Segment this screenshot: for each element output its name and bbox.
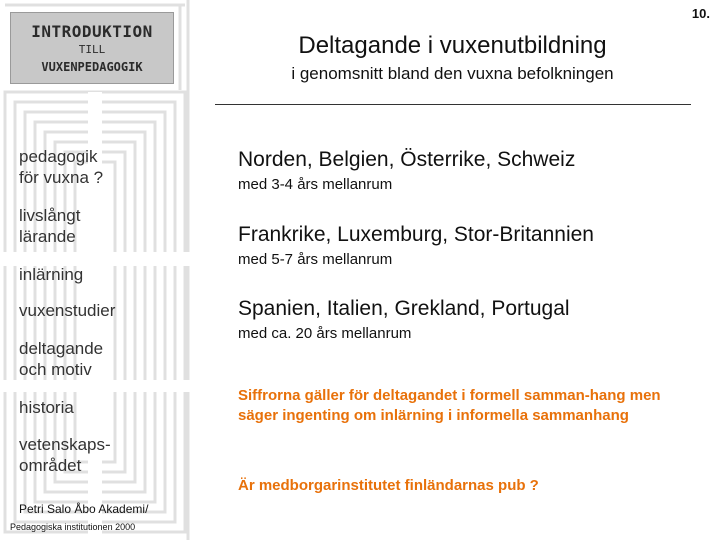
country-list: Spanien, Italien, Grekland, Portugal [238,297,570,320]
sidebar-item-vuxenstudier[interactable]: vuxenstudier [19,301,116,320]
sidebar-item-deltagande[interactable]: deltagande och motiv [19,339,104,379]
country-group [238,148,575,193]
country-group [238,223,594,268]
sidebar-item-pedagogik[interactable]: pedagogik för vuxna ? [19,147,104,187]
question-text: Är medborgarinstitutet finländarnas pub ? [238,477,539,494]
sidebar-item-inlarning[interactable]: inlärning [19,265,84,284]
course-title-line3: VUXENPEDAGOGIK [41,60,143,74]
interval-text: med 5-7 års mellanrum [238,251,393,268]
course-title-line2: TILL [78,43,106,56]
interval-text: med 3-4 års mellanrum [238,176,393,193]
sidebar-item-vetenskap[interactable]: vetenskaps- området [19,435,111,475]
slide-heading [215,0,690,84]
slide-title: Deltagande i vuxenutbildning [298,32,607,59]
title-divider [215,104,691,105]
slide-subtitle: i genomsnitt bland den vuxna befolkningen [291,64,614,83]
country-group [238,297,570,342]
page-number: 10. [691,6,710,21]
country-list: Frankrike, Luxemburg, Stor-Britannien [238,223,594,246]
course-title-line1: INTRODUKTION [31,22,153,41]
course-title-box [10,12,174,84]
footer-author: Petri Salo Åbo Akademi/ [19,502,149,516]
interval-text: med ca. 20 års mellanrum [238,325,412,342]
footer-institution: Pedagogiska institutionen 2000 [10,522,136,532]
country-list: Norden, Belgien, Österrike, Schweiz [238,148,576,171]
sidebar-item-livslangt[interactable]: livslångt lärande [19,206,81,246]
sidebar-item-historia[interactable]: historia [19,398,74,417]
note-text: Siffrorna gäller för deltagandet i formell samman-hang men säger ingenting om inlärning i informella sammanhang [238,387,661,424]
